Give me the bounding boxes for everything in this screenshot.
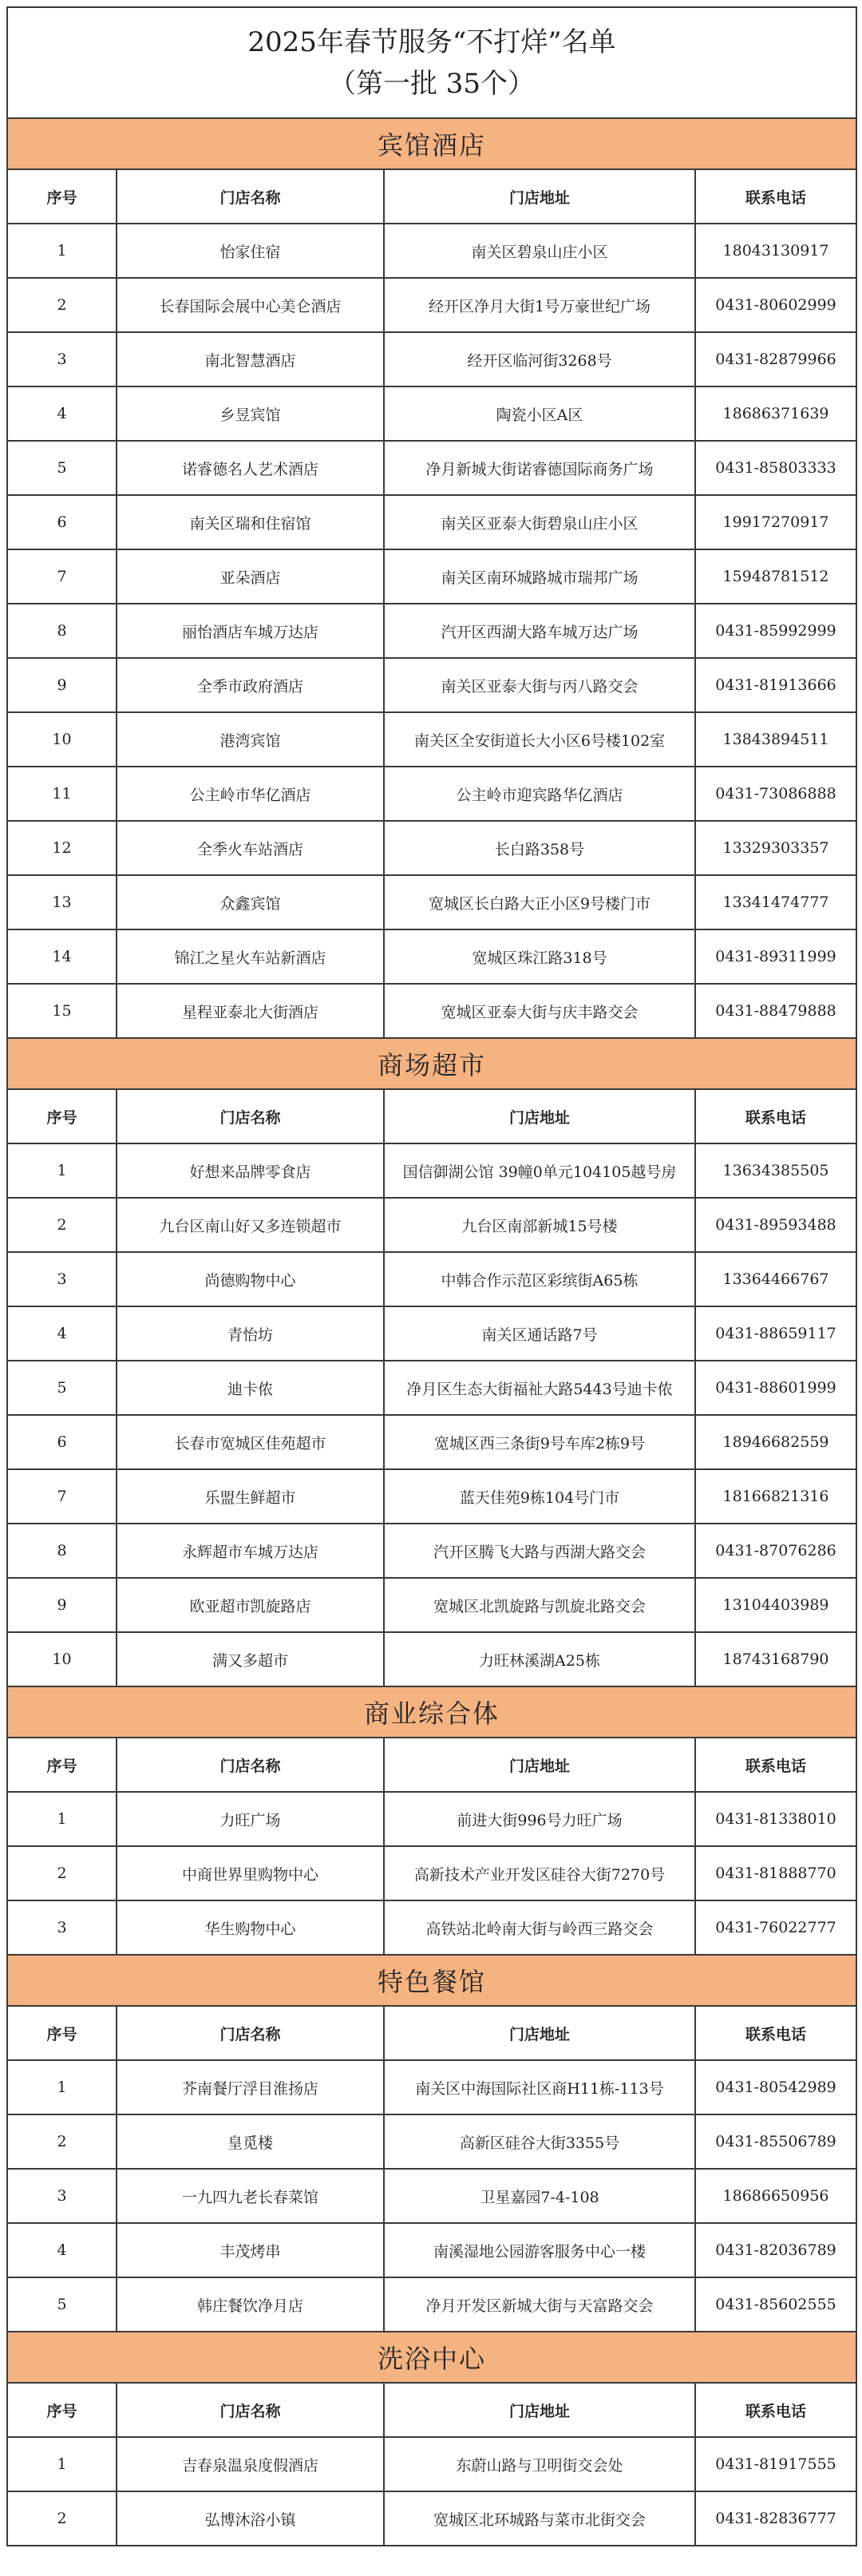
section-title: 宾馆酒店	[7, 118, 856, 169]
store-address: 前进大街996号力旺广场	[384, 1792, 695, 1846]
store-address: 陶瓷小区A区	[384, 386, 695, 441]
row-number: 14	[7, 929, 117, 984]
store-address: 公主岭市迎宾路华亿酒店	[384, 767, 695, 821]
store-name: 全季市政府酒店	[117, 658, 384, 712]
contact-phone: 0431-88659117	[695, 1306, 856, 1361]
table-row	[7, 1198, 856, 1252]
contact-phone: 0431-73086888	[695, 767, 856, 821]
column-header-contact-phone: 联系电话	[695, 2383, 856, 2437]
title-row	[7, 7, 856, 118]
contact-phone: 0431-80602999	[695, 278, 856, 332]
section-title: 商业综合体	[7, 1686, 856, 1738]
table-row	[7, 1252, 856, 1306]
store-address: 经开区净月大街1号万豪世纪广场	[384, 278, 695, 332]
row-number: 2	[7, 1846, 117, 1900]
store-address: 汽开区腾飞大路与西湖大路交会	[384, 1524, 695, 1578]
contact-phone: 0431-88479888	[695, 984, 856, 1038]
store-name: 欧亚超市凯旋路店	[117, 1578, 384, 1632]
store-name: 韩庄餐饮净月店	[117, 2277, 384, 2332]
row-number: 5	[7, 1361, 117, 1415]
table-row	[7, 1846, 856, 1900]
row-number: 1	[7, 224, 117, 278]
store-address: 宽城区亚泰大街与庆丰路交会	[384, 984, 695, 1038]
table-row	[7, 712, 856, 767]
store-address: 国信御湖公馆 39幢0单元104105越号房	[384, 1143, 695, 1198]
store-address: 宽城区长白路大正小区9号楼门市	[384, 875, 695, 929]
column-header-row	[7, 1089, 856, 1143]
table-row	[7, 875, 856, 929]
contact-phone: 0431-81913666	[695, 658, 856, 712]
contact-phone: 0431-80542989	[695, 2060, 856, 2114]
contact-phone: 18686650956	[695, 2169, 856, 2223]
table-row	[7, 2223, 856, 2277]
table-row	[7, 1361, 856, 1415]
service-list-table	[6, 6, 857, 2546]
table-row	[7, 549, 856, 604]
section-heading-row	[7, 1038, 856, 1089]
table-row	[7, 1143, 856, 1198]
store-name: 丰茂烤串	[117, 2223, 384, 2277]
row-number: 5	[7, 2277, 117, 2332]
column-header-row-number: 序号	[7, 2383, 117, 2437]
store-address: 蓝天佳苑9栋104号门市	[384, 1469, 695, 1524]
column-header-row-number: 序号	[7, 1089, 117, 1143]
store-name: 锦江之星火车站新酒店	[117, 929, 384, 984]
row-number: 5	[7, 441, 117, 495]
contact-phone: 0431-88601999	[695, 1361, 856, 1415]
column-header-contact-phone: 联系电话	[695, 169, 856, 224]
contact-phone: 0431-82036789	[695, 2223, 856, 2277]
store-name: 满又多超市	[117, 1632, 384, 1686]
contact-phone: 18043130917	[695, 224, 856, 278]
contact-phone: 13341474777	[695, 875, 856, 929]
row-number: 13	[7, 875, 117, 929]
store-address: 南关区通话路7号	[384, 1306, 695, 1361]
table-row	[7, 984, 856, 1038]
store-name: 南关区瑞和住宿馆	[117, 495, 384, 549]
store-name: 芥南餐厅浮目淮扬店	[117, 2060, 384, 2114]
store-name: 星程亚泰北大街酒店	[117, 984, 384, 1038]
row-number: 9	[7, 658, 117, 712]
section-heading-row	[7, 1686, 856, 1738]
table-row	[7, 2437, 856, 2491]
table-row	[7, 2114, 856, 2169]
store-name: 迪卡侬	[117, 1361, 384, 1415]
store-address: 中韩合作示范区彩缤街A65栋	[384, 1252, 695, 1306]
row-number: 4	[7, 2223, 117, 2277]
row-number: 15	[7, 984, 117, 1038]
table-row	[7, 767, 856, 821]
store-name: 长春国际会展中心美仑酒店	[117, 278, 384, 332]
contact-phone: 0431-85992999	[695, 604, 856, 658]
store-address: 南关区亚泰大街与丙八路交会	[384, 658, 695, 712]
page-title	[7, 7, 856, 118]
table-row	[7, 1415, 856, 1469]
contact-phone: 13843894511	[695, 712, 856, 767]
store-address: 净月新城大街诺睿德国际商务广场	[384, 441, 695, 495]
contact-phone: 18686371639	[695, 386, 856, 441]
store-address: 东蔚山路与卫明街交会处	[384, 2437, 695, 2491]
contact-phone: 0431-81917555	[695, 2437, 856, 2491]
row-number: 2	[7, 1198, 117, 1252]
section-heading-row	[7, 1955, 856, 2006]
row-number: 10	[7, 1632, 117, 1686]
store-address: 南关区南环城路城市瑞邦广场	[384, 549, 695, 604]
store-name: 怡家住宿	[117, 224, 384, 278]
table-row	[7, 1792, 856, 1846]
store-address: 净月区生态大街福祉大路5443号迪卡侬	[384, 1361, 695, 1415]
row-number: 1	[7, 2060, 117, 2114]
store-name: 中商世界里购物中心	[117, 1846, 384, 1900]
contact-phone: 18946682559	[695, 1415, 856, 1469]
column-header-store-name: 门店名称	[117, 169, 384, 224]
store-address: 长白路358号	[384, 821, 695, 875]
row-number: 11	[7, 767, 117, 821]
contact-phone: 0431-82836777	[695, 2491, 856, 2546]
row-number: 8	[7, 1524, 117, 1578]
row-number: 4	[7, 1306, 117, 1361]
store-name: 众鑫宾馆	[117, 875, 384, 929]
row-number: 2	[7, 2114, 117, 2169]
row-number: 1	[7, 1792, 117, 1846]
contact-phone: 15948781512	[695, 549, 856, 604]
contact-phone: 0431-85506789	[695, 2114, 856, 2169]
contact-phone: 0431-82879966	[695, 332, 856, 386]
column-header-store-name: 门店名称	[117, 2383, 384, 2437]
row-number: 1	[7, 1143, 117, 1198]
contact-phone: 13329303357	[695, 821, 856, 875]
page-title-line2: （第一批 35个）	[328, 67, 536, 100]
store-name: 好想来品牌零食店	[117, 1143, 384, 1198]
row-number: 3	[7, 2169, 117, 2223]
contact-phone: 0431-81888770	[695, 1846, 856, 1900]
table-row	[7, 2491, 856, 2546]
table-row	[7, 658, 856, 712]
column-header-row-number: 序号	[7, 1738, 117, 1792]
row-number: 7	[7, 549, 117, 604]
row-number: 8	[7, 604, 117, 658]
store-name: 南北智慧酒店	[117, 332, 384, 386]
store-name: 青怡坊	[117, 1306, 384, 1361]
store-address: 南关区碧泉山庄小区	[384, 224, 695, 278]
table-row	[7, 1524, 856, 1578]
store-address: 九台区南部新城15号楼	[384, 1198, 695, 1252]
store-address: 南关区中海国际社区商H11栋-113号	[384, 2060, 695, 2114]
store-address: 高铁站北岭南大街与岭西三路交会	[384, 1900, 695, 1955]
section-title: 特色餐馆	[7, 1955, 856, 2006]
column-header-store-name: 门店名称	[117, 1738, 384, 1792]
store-address: 净月开发区新城大街与天富路交会	[384, 2277, 695, 2332]
contact-phone: 19917270917	[695, 495, 856, 549]
service-list-sheet	[6, 6, 856, 2570]
table-row	[7, 821, 856, 875]
section-heading-row	[7, 2332, 856, 2383]
column-header-row	[7, 169, 856, 224]
column-header-row	[7, 2383, 856, 2437]
contact-phone: 13364466767	[695, 1252, 856, 1306]
contact-phone: 0431-76022777	[695, 1900, 856, 1955]
store-address: 高新区硅谷大街3355号	[384, 2114, 695, 2169]
table-row	[7, 1632, 856, 1686]
contact-phone: 0431-85602555	[695, 2277, 856, 2332]
table-row	[7, 2277, 856, 2332]
row-number: 12	[7, 821, 117, 875]
store-name: 弘博沐浴小镇	[117, 2491, 384, 2546]
table-row	[7, 224, 856, 278]
store-name: 亚朵酒店	[117, 549, 384, 604]
table-row	[7, 1578, 856, 1632]
store-address: 经开区临河街3268号	[384, 332, 695, 386]
store-name: 尚德购物中心	[117, 1252, 384, 1306]
column-header-row-number: 序号	[7, 2006, 117, 2060]
contact-phone: 18166821316	[695, 1469, 856, 1524]
row-number: 9	[7, 1578, 117, 1632]
column-header-contact-phone: 联系电话	[695, 1738, 856, 1792]
contact-phone: 0431-89311999	[695, 929, 856, 984]
table-row	[7, 278, 856, 332]
store-address: 南关区全安街道长大小区6号楼102室	[384, 712, 695, 767]
contact-phone: 0431-85803333	[695, 441, 856, 495]
table-row	[7, 929, 856, 984]
column-header-store-address: 门店地址	[384, 169, 695, 224]
table-row	[7, 332, 856, 386]
store-name: 永辉超市车城万达店	[117, 1524, 384, 1578]
row-number: 1	[7, 2437, 117, 2491]
store-address: 力旺林溪湖A25栋	[384, 1632, 695, 1686]
service-list-body	[7, 7, 856, 2546]
store-address: 南关区亚泰大街碧泉山庄小区	[384, 495, 695, 549]
table-row	[7, 2169, 856, 2223]
table-row	[7, 1306, 856, 1361]
store-name: 力旺广场	[117, 1792, 384, 1846]
section-title: 商场超市	[7, 1038, 856, 1089]
column-header-store-name: 门店名称	[117, 1089, 384, 1143]
store-address: 宽城区西三条街9号车库2栋9号	[384, 1415, 695, 1469]
row-number: 3	[7, 1252, 117, 1306]
row-number: 6	[7, 495, 117, 549]
contact-phone: 18743168790	[695, 1632, 856, 1686]
column-header-contact-phone: 联系电话	[695, 1089, 856, 1143]
store-name: 乐盟生鲜超市	[117, 1469, 384, 1524]
row-number: 4	[7, 386, 117, 441]
contact-phone: 0431-87076286	[695, 1524, 856, 1578]
store-address: 卫星嘉园7-4-108	[384, 2169, 695, 2223]
row-number: 10	[7, 712, 117, 767]
store-name: 华生购物中心	[117, 1900, 384, 1955]
page-title-line1: 2025年春节服务“不打烊”名单	[247, 26, 616, 58]
row-number: 7	[7, 1469, 117, 1524]
column-header-store-address: 门店地址	[384, 2383, 695, 2437]
row-number: 3	[7, 1900, 117, 1955]
column-header-store-name: 门店名称	[117, 2006, 384, 2060]
store-name: 一九四九老长春菜馆	[117, 2169, 384, 2223]
column-header-store-address: 门店地址	[384, 1738, 695, 1792]
store-name: 全季火车站酒店	[117, 821, 384, 875]
store-address: 宽城区北环城路与菜市北街交会	[384, 2491, 695, 2546]
table-row	[7, 441, 856, 495]
store-address: 宽城区北凯旋路与凯旋北路交会	[384, 1578, 695, 1632]
column-header-store-address: 门店地址	[384, 1089, 695, 1143]
store-name: 长春市宽城区佳苑超市	[117, 1415, 384, 1469]
contact-phone: 0431-81338010	[695, 1792, 856, 1846]
row-number: 2	[7, 2491, 117, 2546]
contact-phone: 13104403989	[695, 1578, 856, 1632]
column-header-row	[7, 1738, 856, 1792]
table-row	[7, 1900, 856, 1955]
row-number: 3	[7, 332, 117, 386]
store-address: 高新技术产业开发区硅谷大街7270号	[384, 1846, 695, 1900]
table-row	[7, 2060, 856, 2114]
column-header-contact-phone: 联系电话	[695, 2006, 856, 2060]
store-address: 南溪湿地公园游客服务中心一楼	[384, 2223, 695, 2277]
column-header-row	[7, 2006, 856, 2060]
column-header-row-number: 序号	[7, 169, 117, 224]
store-name: 丽怡酒店车城万达店	[117, 604, 384, 658]
store-address: 汽开区西湖大路车城万达广场	[384, 604, 695, 658]
table-row	[7, 386, 856, 441]
section-heading-row	[7, 118, 856, 169]
store-name: 港湾宾馆	[117, 712, 384, 767]
contact-phone: 13634385505	[695, 1143, 856, 1198]
section-title: 洗浴中心	[7, 2332, 856, 2383]
table-row	[7, 604, 856, 658]
store-name: 皇觅楼	[117, 2114, 384, 2169]
column-header-store-address: 门店地址	[384, 2006, 695, 2060]
table-row	[7, 495, 856, 549]
store-address: 宽城区珠江路318号	[384, 929, 695, 984]
store-name: 诺睿德名人艺术酒店	[117, 441, 384, 495]
store-name: 九台区南山好又多连锁超市	[117, 1198, 384, 1252]
row-number: 6	[7, 1415, 117, 1469]
row-number: 2	[7, 278, 117, 332]
store-name: 乡昱宾馆	[117, 386, 384, 441]
contact-phone: 0431-89593488	[695, 1198, 856, 1252]
store-name: 公主岭市华亿酒店	[117, 767, 384, 821]
store-name: 吉春泉温泉度假酒店	[117, 2437, 384, 2491]
table-row	[7, 1469, 856, 1524]
